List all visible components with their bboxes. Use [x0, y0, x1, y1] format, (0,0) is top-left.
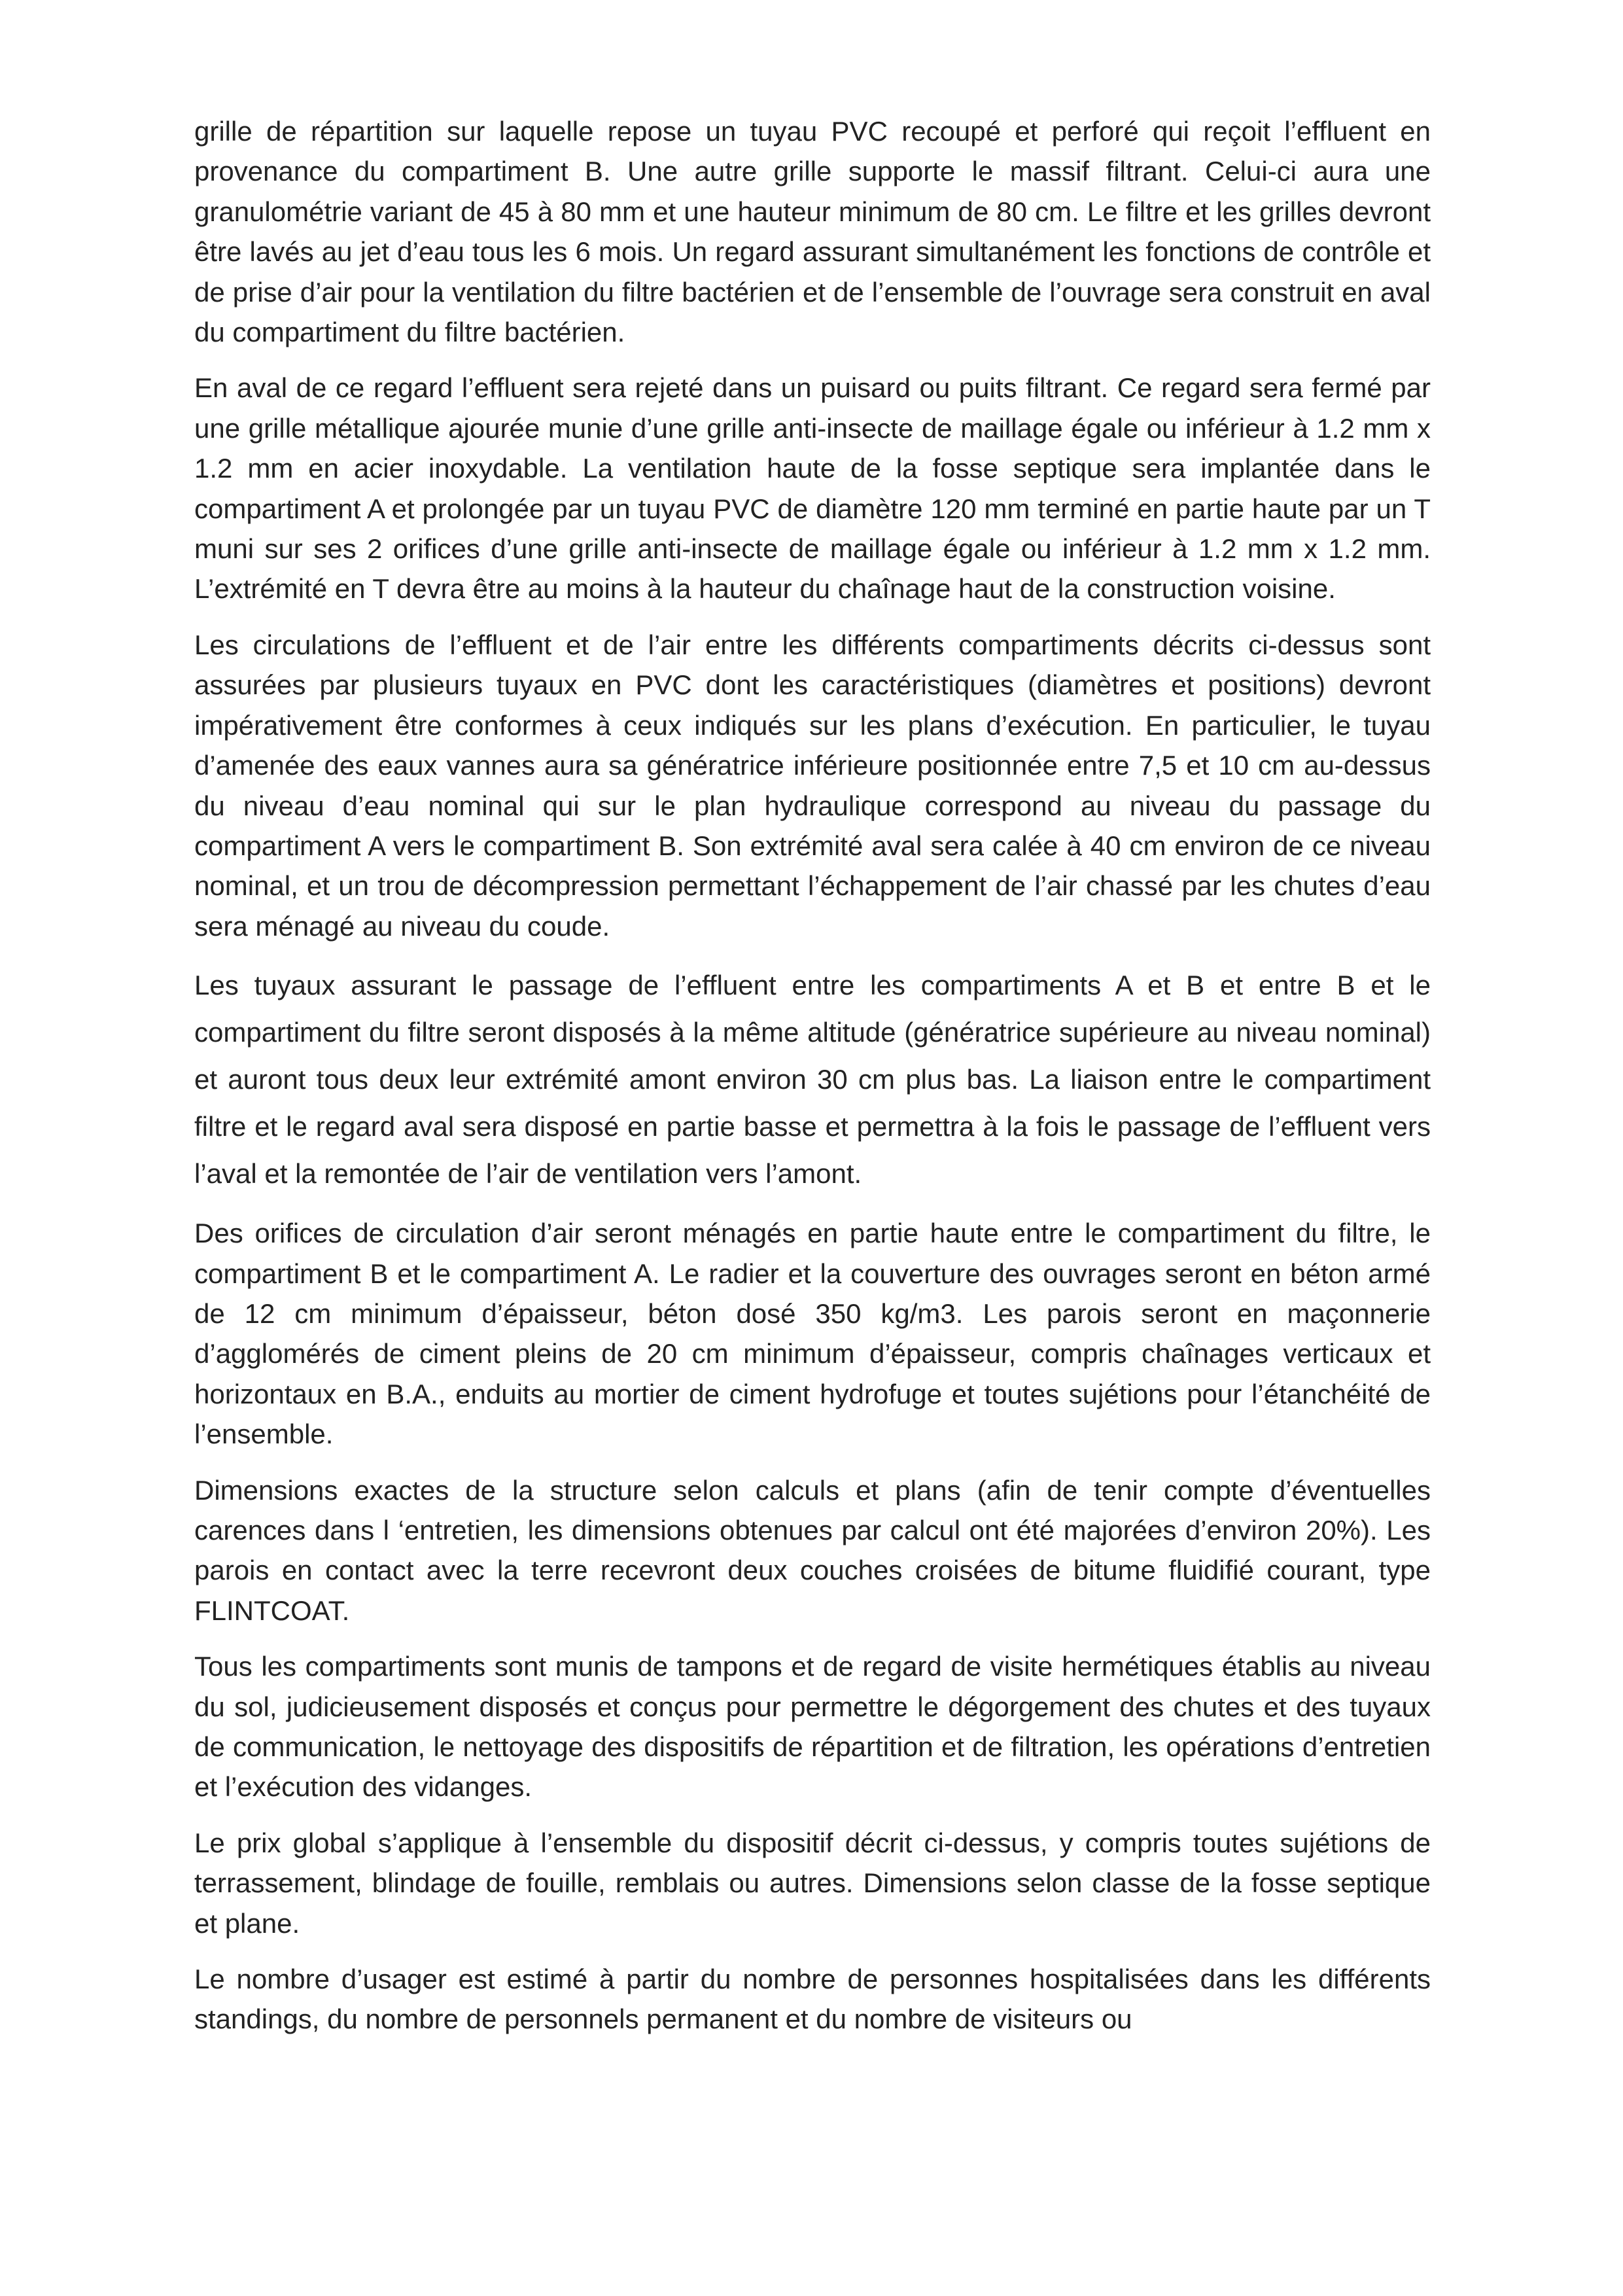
paragraph-6: Dimensions exactes de la structure selon calculs et plans (afin de tenir compte d’éventuelles carences dans l ‘entretien, les dimensions obtenues par calcul ont été majorées d’environ 20%). Les parois en contact avec la terre recevront deux couches croisées de bitume fluidifié courant, type FLINTCOAT. — [194, 1474, 1431, 1626]
paragraph-1: grille de répartition sur laquelle repose un tuyau PVC recoupé et perforé qui reçoit l’effluent en provenance du compartiment B. Une autre grille supporte le massif filtrant. Celui-ci aura une granulométrie variant de 45 à 80 mm et une hauteur minimum de 80 cm. Le filtre et les grilles devront être lavés au jet d’eau tous les 6 mois. Un regard assurant simultanément les fonctions de contrôle et de prise d’air pour la ventilation du filtre bactérien et de l’ensemble de l’ouvrage sera construit en aval du compartiment du filtre bactérien. — [194, 116, 1431, 348]
paragraph-3: Les circulations de l’effluent et de l’air entre les différents compartiments décrits ci-dessus sont assurées par plusieurs tuyaux en PVC dont les caractéristiques (diamètres et positions) devront impérativement être conformes à ceux indiqués sur les plans d’exécution. En particulier, le tuyau d’amenée des eaux vannes aura sa génératrice inférieure positionnée entre 7,5 et 10 cm au-dessus du niveau d’eau nominal qui sur le plan hydraulique correspond au niveau du passage du compartiment A vers le compartiment B. Son extrémité aval sera calée à 40 cm environ de ce niveau nominal, et un trou de décompression permettant l’échappement de l’air chassé par les chutes d’eau sera ménagé au niveau du coude. — [194, 629, 1431, 942]
document-body — [194, 111, 1431, 2055]
paragraph-5: Des orifices de circulation d’air seront ménagés en partie haute entre le compartiment du filtre, le compartiment B et le compartiment A. Le radier et la couverture des ouvrages seront en béton armé de 12 cm minimum d’épaisseur, béton dosé 350 kg/m3. Les parois seront en maçonnerie d’agglomérés de ciment pleins de 20 cm minimum d’épaisseur, compris chaînages verticaux et horizontaux en B.A., enduits au mortier de ciment hydrofuge et toutes sujétions pour l’étanchéité de l’ensemble. — [194, 1218, 1431, 1450]
paragraph-9: Le nombre d’usager est estimé à partir du nombre de personnes hospitalisées dans les différents standings, du nombre de personnels permanent et du nombre de visiteurs ou — [194, 1964, 1431, 2035]
paragraph-2: En aval de ce regard l’effluent sera rejeté dans un puisard ou puits filtrant. Ce regard sera fermé par une grille métallique ajourée munie d’une grille anti-insecte de maillage égale ou inférieur à 1.2 mm x 1.2 mm en acier inoxydable. La ventilation haute de la fosse septique sera implantée dans le compartiment A et prolongée par un tuyau PVC de diamètre 120 mm terminé en partie haute par un T muni sur ses 2 orifices d’une grille anti-insecte de maillage égale ou inférieur à 1.2 mm x 1.2 mm. L’extrémité en T devra être au moins à la hauteur du chaînage haut de la construction voisine. — [194, 372, 1431, 605]
paragraph-4: Les tuyaux assurant le passage de l’effluent entre les compartiments A et B et entre B et le compartiment du filtre seront disposés à la même altitude (génératrice supérieure au niveau nominal) et auront tous deux leur extrémité amont environ 30 cm plus bas. La liaison entre le compartiment filtre et le regard aval sera disposé en partie basse et permettra à la fois le passage de l’effluent vers l’aval et la remontée de l’air de ventilation vers l’amont. — [194, 970, 1431, 1190]
paragraph-7: Tous les compartiments sont munis de tampons et de regard de visite hermétiques établis au niveau du sol, judicieusement disposés et conçus pour permettre le dégorgement des chutes et des tuyaux de communication, le nettoyage des dispositifs de répartition et de filtration, les opérations d’entretien et l’exécution des vidanges. — [194, 1651, 1431, 1803]
paragraph-8: Le prix global s’applique à l’ensemble du dispositif décrit ci-dessus, y compris toutes sujétions de terrassement, blindage de fouille, remblais ou autres. Dimensions selon classe de la fosse septique et plane. — [194, 1827, 1431, 1939]
